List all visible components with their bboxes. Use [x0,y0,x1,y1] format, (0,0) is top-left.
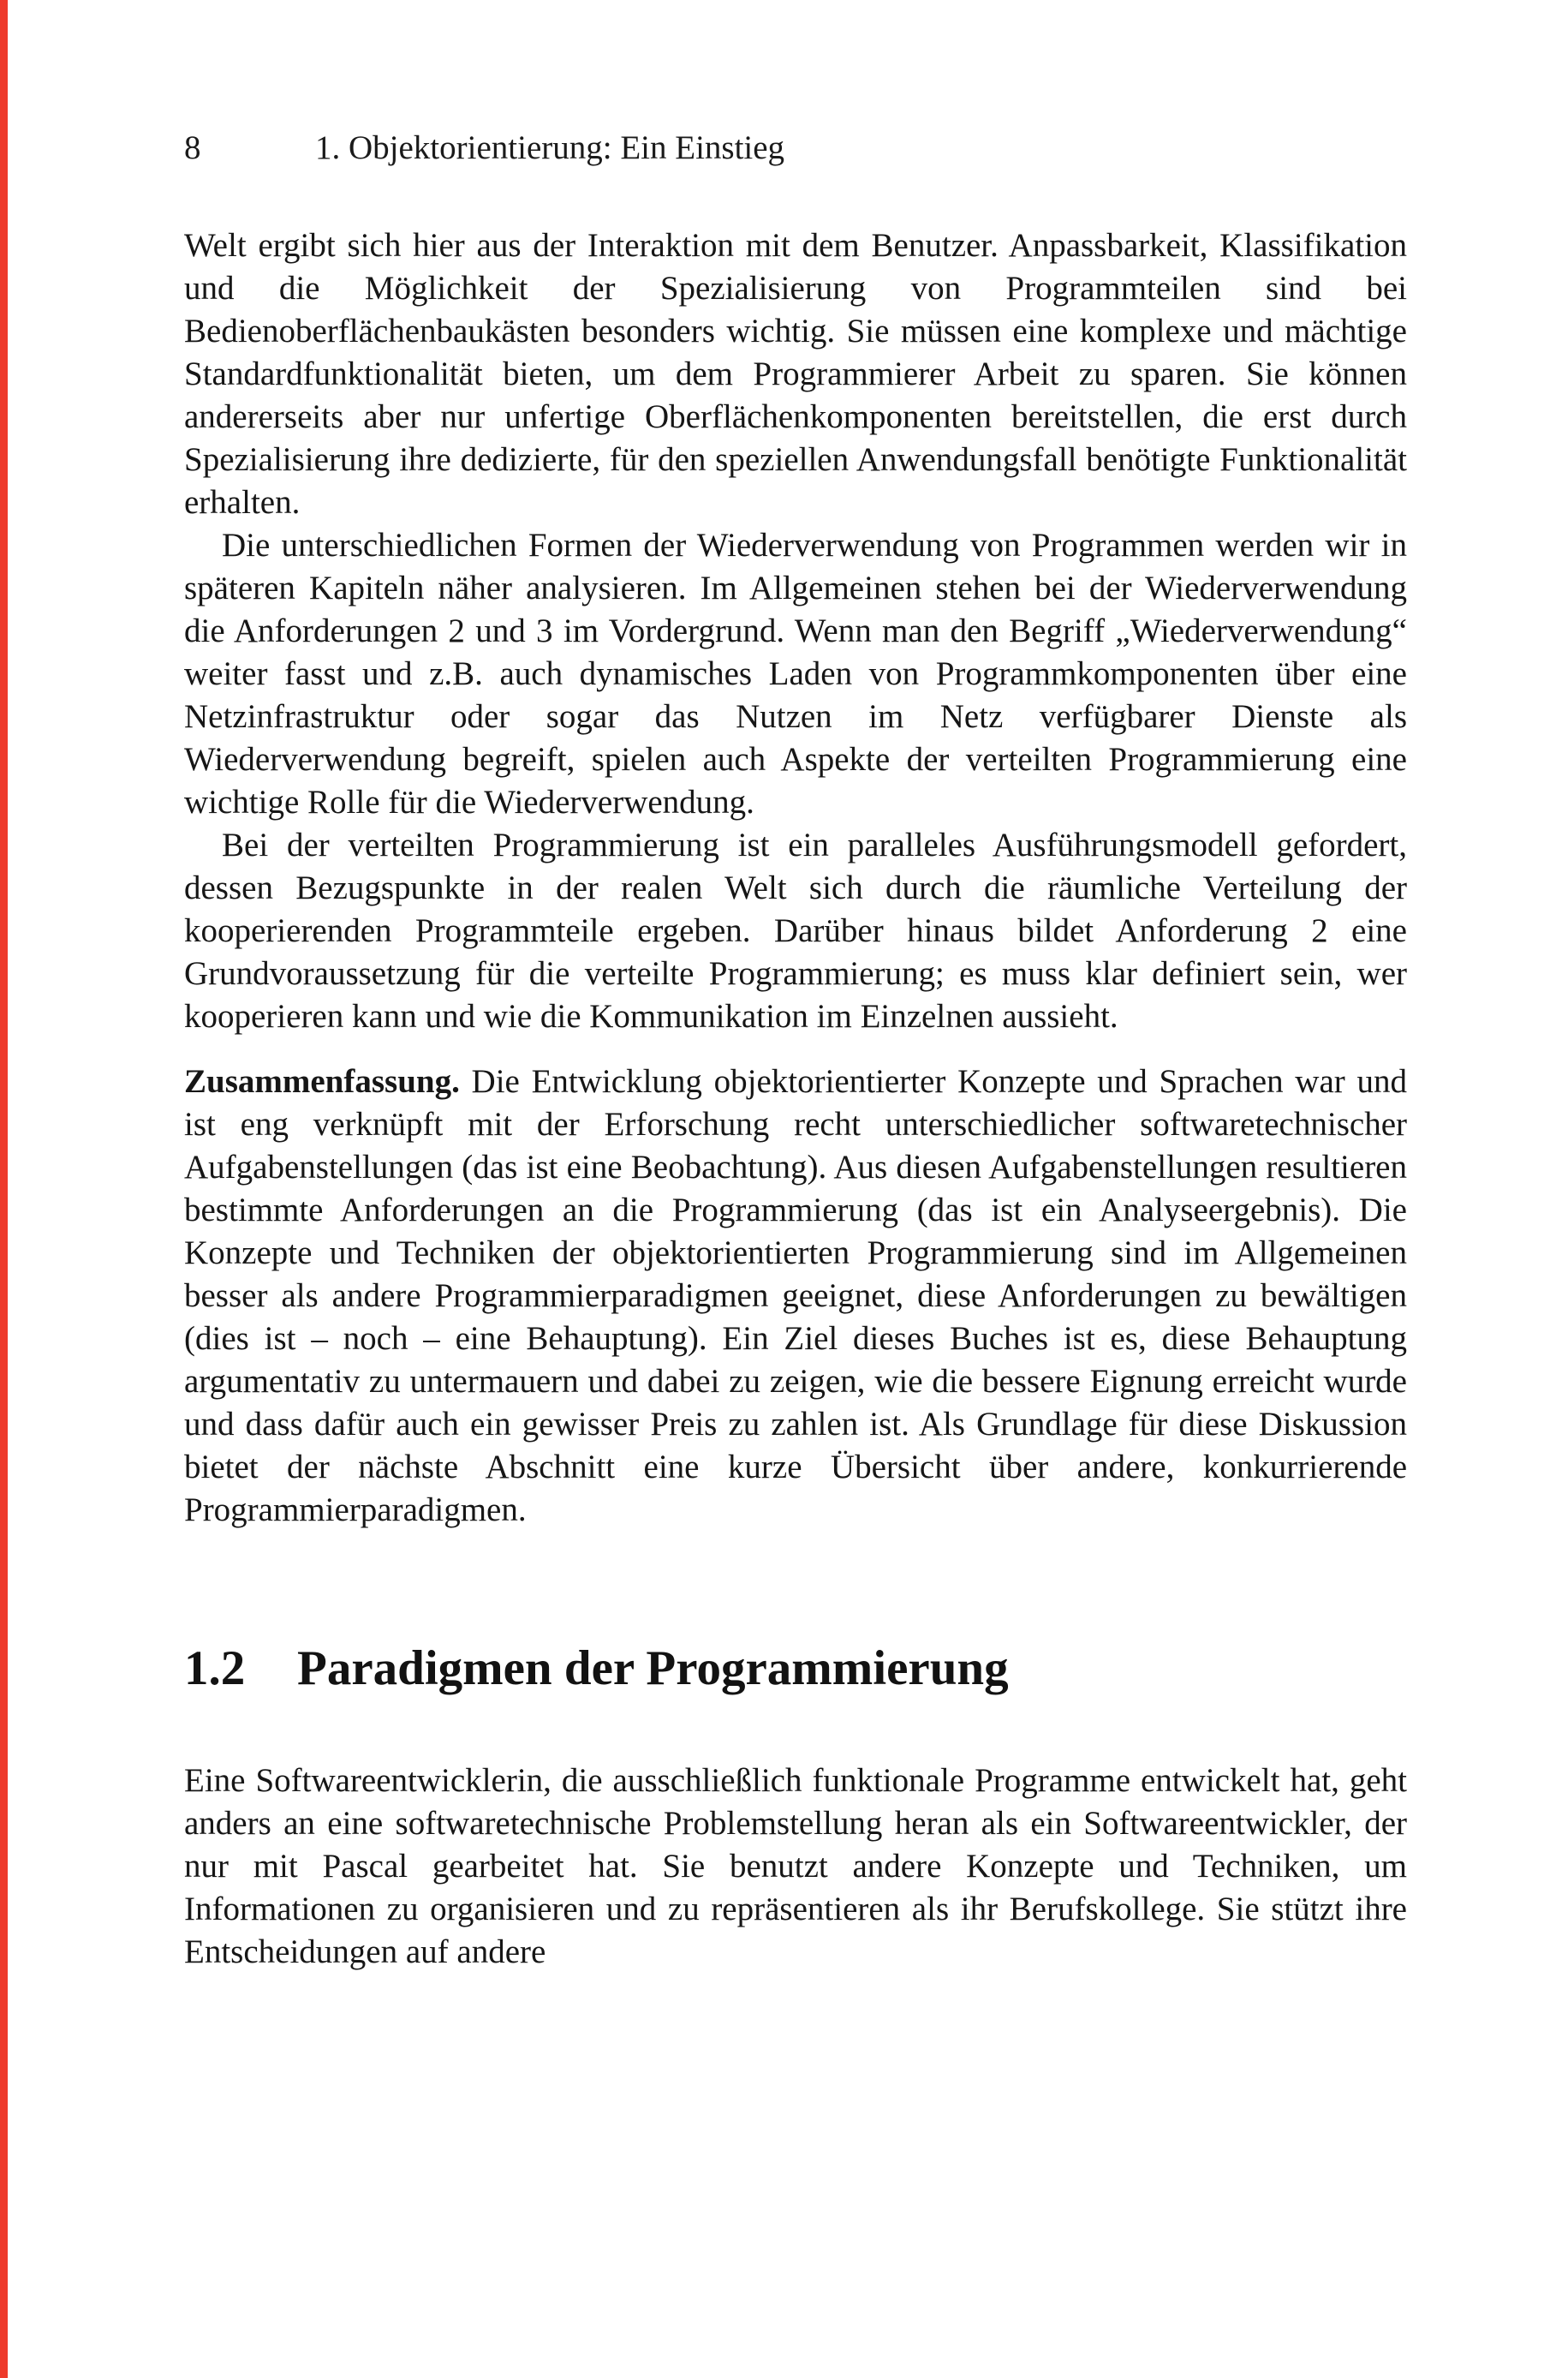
summary-lead: Zusammenfassung. [184,1063,460,1100]
running-header-title: 1. Objektorientierung: Ein Einstieg [315,129,785,166]
body-text [184,224,1407,1974]
text-block [184,127,1407,1974]
paragraph: Die unterschiedlichen Formen der Wiederverwendung von Programmen werden wir in späteren Kapiteln näher analysieren. Im Allgemeinen stehen bei der Wiederverwendung die Anforderungen 2 und 3 im Vordergrund. Wenn man den Begriff „Wiederverwendung“ weiter fasst und z.B. auch dynamisches Laden von Programmkomponenten über eine Netzinfrastruktur oder sogar das Nutzen im Netz verfügbarer Dienste als Wiederverwendung begreift, spielen auch Aspekte der verteilten Programmierung eine wichtige Rolle für die Wiederverwendung. [184,527,1407,821]
summary-text: Die Entwicklung objektorientierter Konzepte und Sprachen war und ist eng verknüpft mit der Erforschung recht unterschiedlicher softwaretechnischer Aufgabenstellungen (das ist eine Beobachtung). Aus diesen Aufgabenstellungen resultieren bestimmte Anforderungen an die Programmierung (das ist ein Analyseergebnis). Die Konzepte und Techniken der objektorientierten Programmierung sind im Allgemeinen besser als andere Programmierparadigmen geeignet, diese Anforderungen zu bewältigen (dies ist – noch – eine Behauptung). Ein Ziel dieses Buches ist es, diese Behauptung argumentativ zu untermauern und dabei zu zeigen, wie die bessere Eignung erreicht wurde und dass dafür auch ein gewisser Preis zu zahlen ist. Als Grundlage für diese Diskussion bietet der nächste Abschnitt eine kurze Übersicht über andere, konkurrierende Programmierparadigmen. [184,1063,1407,1528]
paragraph: Eine Softwareentwicklerin, die ausschließlich funktionale Programme entwickelt hat, geht anders an eine softwaretechnische Problemstellung heran als ein Softwareentwickler, der nur mit Pascal gearbeitet hat. Sie benutzt andere Konzepte und Techniken, um Informationen zu organisieren und zu repräsentieren als ihr Berufskollege. Sie stützt ihre Entscheidungen auf andere [184,1762,1407,1970]
section-number: 1.2 [184,1641,246,1695]
page-edge-stripe [0,0,8,2378]
section-title: Paradigmen der Programmierung [297,1641,1009,1695]
summary-paragraph [184,1061,1407,1532]
paragraph: Bei der verteilten Programmierung ist ein paralleles Ausführungsmodell gefordert, dessen Bezugspunkte in der realen Welt sich durch die räumliche Verteilung der kooperierenden Programmteile ergeben. Darüber hinaus bildet Anforderung 2 eine Grundvoraussetzung für die verteilte Programmierung; es muss klar definiert sein, wer kooperieren kann und wie die Kommunikation im Einzelnen aussieht. [184,827,1407,1035]
page-number: 8 [184,129,201,166]
paragraph: Welt ergibt sich hier aus der Interaktion mit dem Benutzer. Anpassbarkeit, Klassifikation und die Möglichkeit der Spezialisierung von Programmteilen sind bei Bedienoberflächenbaukästen besonders wichtig. Sie müssen eine komplexe und mächtige Standardfunktionalität bieten, um dem Programmierer Arbeit zu sparen. Sie können andererseits aber nur unfertige Oberflächenkomponenten bereitstellen, die erst durch Spezialisierung ihre dedizierte, für den speziellen Anwendungsfall benötigte Funktionalität erhalten. [184,227,1407,521]
section-heading [184,1641,1407,1696]
running-header [184,127,1407,170]
